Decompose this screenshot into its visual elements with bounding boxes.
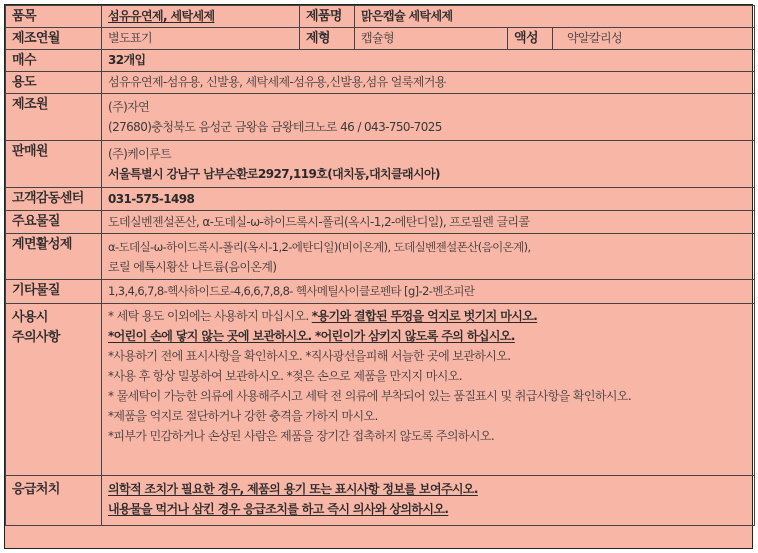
label-manufacturer: 제조원 [6, 94, 102, 141]
row-main-substances [6, 211, 755, 234]
manufacturer-name: (주)자연 [108, 100, 150, 114]
value-item: 섬유유연제, 세탁세제 [102, 6, 300, 28]
value-other: 1,3,4,6,7,8-헥사하이드로-4,6,6,7,8,8- 헥사메틸사이클로펜타 [g]-2-벤조피란 [102, 280, 755, 304]
value-manufactured: 별도표기 [102, 28, 300, 50]
label-count: 매수 [6, 50, 102, 72]
surfactants-info [102, 234, 755, 280]
value-main-substances: 도데실벤젠설폰산, α-도데실-ω-하이드록시-폴리(옥시-1,2-에탄디일), 프로필렌 글리콜 [102, 211, 755, 234]
product-label-sheet [4, 4, 753, 549]
row-service [6, 188, 755, 211]
value-usage: 섬유유연제-섬유용, 신발용, 세탁세제-섬유용,신발용,섬유 얼룩제거용 [102, 72, 755, 94]
row-seller [6, 141, 755, 188]
seller-name: (주)케이루트 [108, 147, 172, 161]
label-precautions [6, 304, 102, 476]
precautions-label-1: 사용시 [12, 310, 48, 325]
precaution-2a: *어린이 손에 닿지 않는 곳에 보관하시오. [108, 329, 312, 343]
precaution-1b: *용기와 결합된 뚜껑을 억지로 벗기지 마시오. [311, 309, 538, 323]
row-manufactured [6, 28, 755, 50]
row-first-aid [6, 476, 755, 526]
precaution-line-5: * 물세탁이 가능한 의류에 사용해주시고 세탁 전 의류에 부착되어 있는 품질표시 및 취급사항을 확인하시오. [108, 389, 632, 403]
label-form: 제형 [300, 28, 355, 50]
surfactants-line-2: 로릴 에톡시황산 나트륨(음이온계) [108, 259, 277, 274]
label-first-aid: 응급처치 [6, 476, 102, 526]
product-info-table [5, 5, 755, 526]
manufacturer-address: (27680)충청북도 음성군 금왕읍 금왕테크노로 46 / 043-750-7025 [108, 120, 442, 134]
label-service: 고객감동센터 [6, 188, 102, 211]
value-product-name: 맑은캡슐 세탁세제 [355, 6, 755, 28]
first-aid-info [102, 476, 755, 526]
row-item [6, 6, 755, 28]
row-precautions [6, 304, 755, 476]
precaution-line-6: *제품을 억지로 절단하거나 강한 충격을 가하지 마시오. [108, 409, 378, 423]
precaution-1a: * 세탁 용도 이외에는 사용하지 마십시오. [108, 309, 312, 323]
row-surfactants [6, 234, 755, 280]
label-item: 품목 [6, 6, 102, 28]
row-other [6, 280, 755, 304]
label-product-name: 제품명 [300, 6, 355, 28]
surfactants-line-1: α-도데실-ω-하이드록시-폴리(옥시-1,2-에탄디일)(비이온계), 도데실벤젠설폰산(음이온계), [108, 239, 531, 254]
precautions-label-2: 주의사항 [12, 330, 60, 345]
row-usage [6, 72, 755, 94]
seller-info [102, 141, 755, 188]
precaution-line-1 [108, 306, 748, 326]
precaution-line-3: *사용하기 전에 표시사항을 확인하시오. *직사광선을피해 서늘한 곳에 보관하시오. [108, 349, 511, 363]
first-aid-line-1: 의학적 조치가 필요한 경우, 제품의 용기 또는 표시사항 정보를 보여주시오. [108, 482, 478, 496]
label-other: 기타물질 [6, 280, 102, 304]
label-seller: 판매원 [6, 141, 102, 188]
label-liquid: 액성 [508, 28, 553, 50]
precaution-2b: *어린이가 삼키지 않도록 주의 하십시오. [311, 329, 515, 343]
value-liquid: 약알칼리성 [553, 28, 755, 50]
value-service: 031-575-1498 [102, 188, 755, 211]
precautions-list [102, 304, 755, 476]
seller-address: 서울특별시 강남구 남부순환로2927,119호(대치동,대치클래시아) [108, 167, 440, 181]
row-manufacturer [6, 94, 755, 141]
row-count [6, 50, 755, 72]
value-form: 캡슐형 [355, 28, 508, 50]
label-manufactured: 제조연월 [6, 28, 102, 50]
value-count: 32개입 [102, 50, 755, 72]
label-main-substances: 주요물질 [6, 211, 102, 234]
label-usage: 용도 [6, 72, 102, 94]
manufacturer-info [102, 94, 755, 141]
precaution-line-7: *피부가 민감하거나 손상된 사람은 제품을 장기간 접촉하지 않도록 주의하시오. [108, 429, 495, 443]
label-surfactants: 계면활성제 [6, 234, 102, 280]
first-aid-line-2: 내용물을 먹거나 삼킨 경우 응급조치를 하고 즉시 의사와 상의하시오. [108, 502, 449, 516]
precaution-line-4: *사용 후 항상 밀봉하여 보관하시오. *젖은 손으로 제품을 만지지 마시오. [108, 369, 462, 383]
precaution-line-2 [108, 326, 748, 346]
